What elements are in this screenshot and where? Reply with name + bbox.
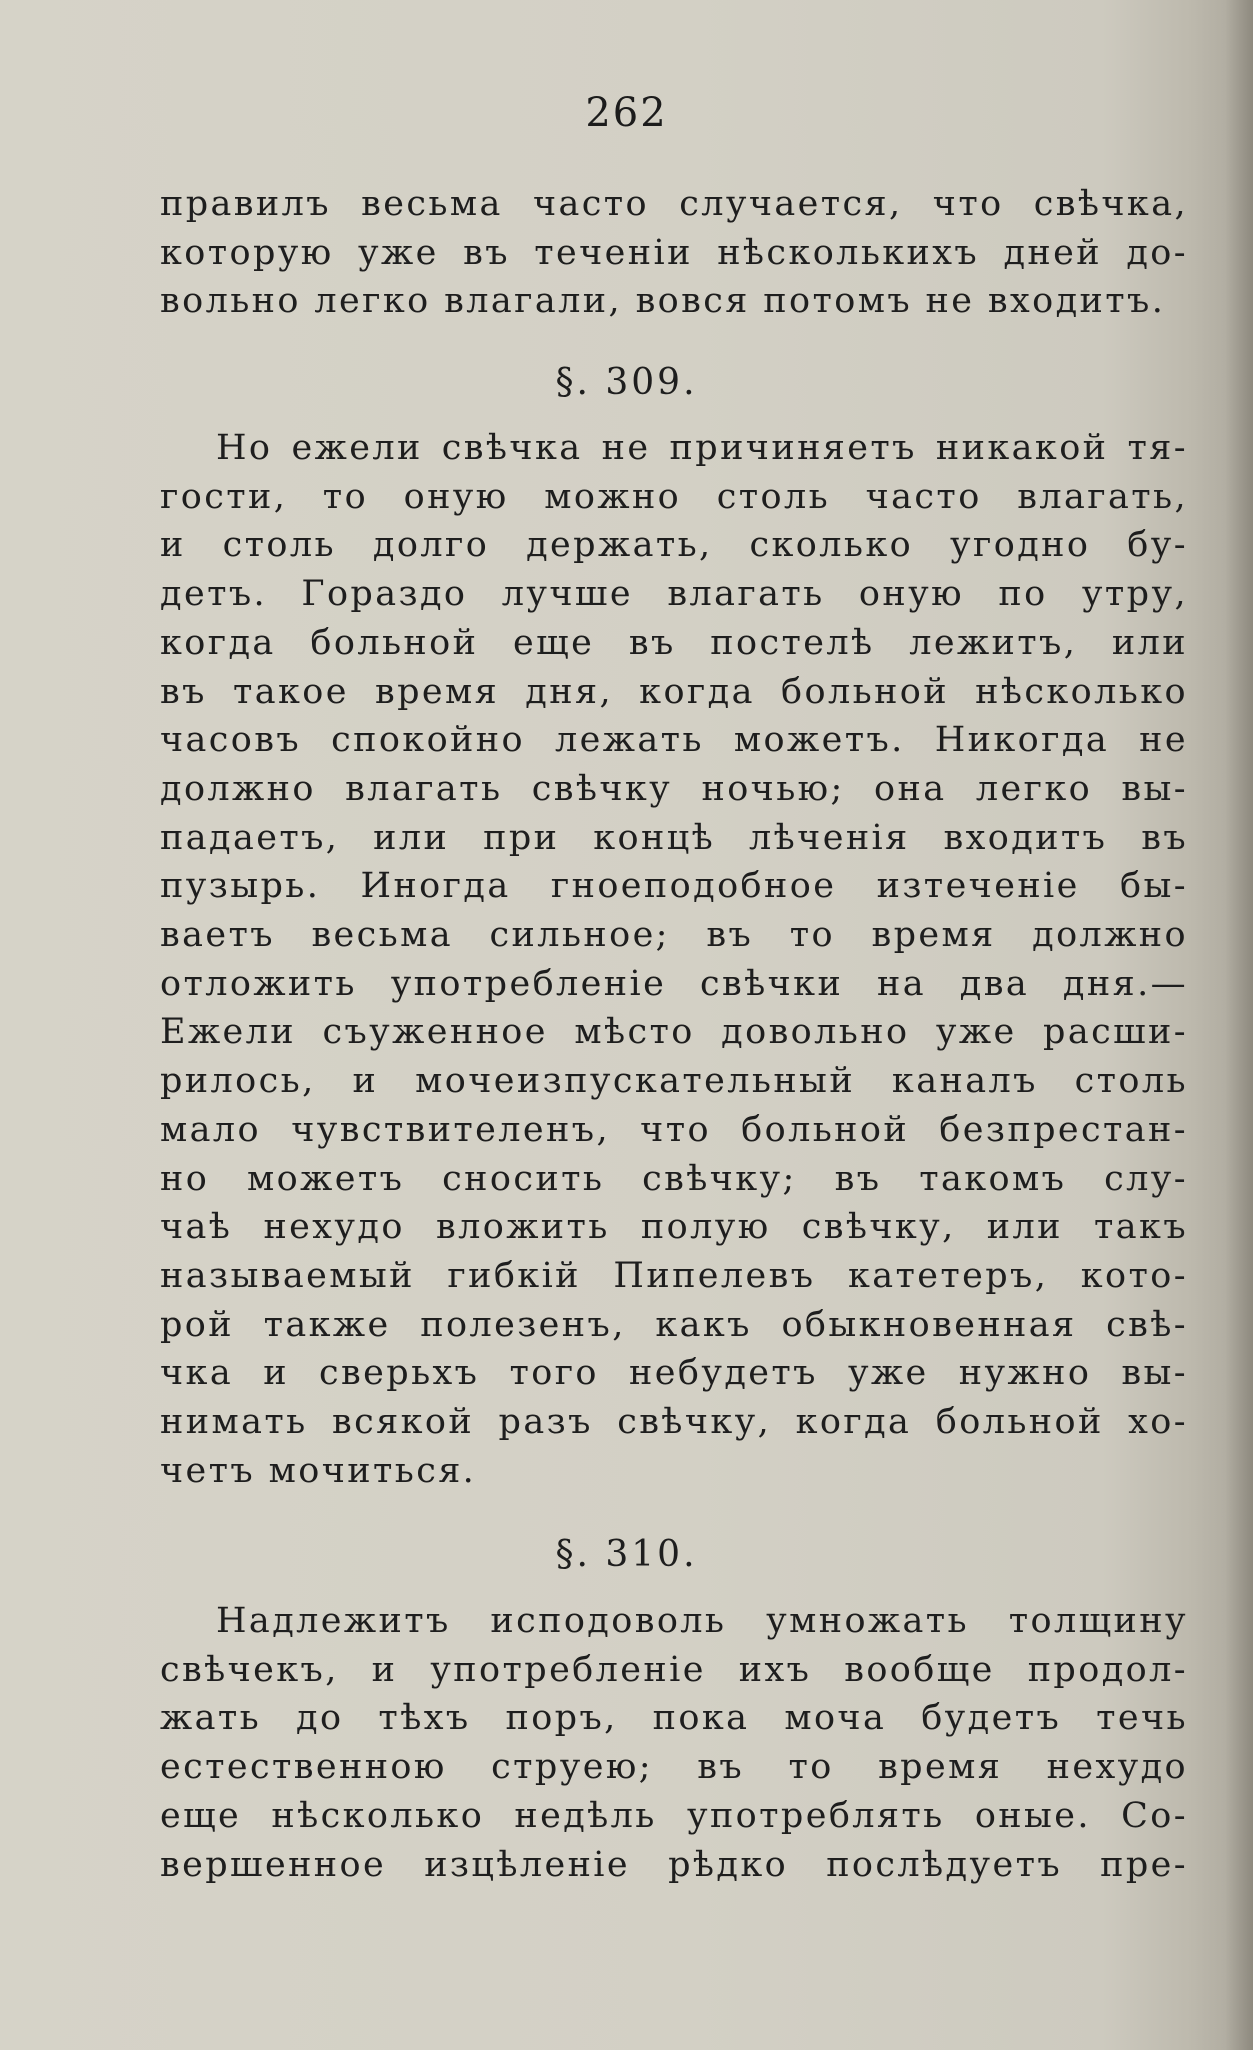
text-line: вершенное изцѣленіе рѣдко послѣдуетъ пре- <box>160 1844 1188 1885</box>
section-310-paragraph <box>160 1597 1188 1889</box>
intro-paragraph <box>160 180 1188 326</box>
text-line: чка и сверьхъ того небудетъ уже нужно вы- <box>160 1353 1188 1394</box>
text-line: Надлежитъ исподоволь умножать толщину <box>216 1601 1188 1641</box>
text-line: естественною струею; въ то время нехудо <box>160 1747 1188 1788</box>
text-line: рилось, и мочеизпускательный каналъ столь <box>160 1061 1188 1102</box>
section-309-paragraph <box>160 424 1188 1495</box>
text-line: Ежели съуженное мѣсто довольно уже расши- <box>160 1012 1188 1053</box>
text-line: жать до тѣхъ поръ, пока моча будетъ течь <box>160 1698 1188 1739</box>
section-heading-309: §. 309. <box>555 362 698 403</box>
text-line: и столь долго держать, сколько угодно бу- <box>160 525 1188 566</box>
text-line: рой также полезенъ, какъ обыкновенная свѣ- <box>160 1304 1188 1345</box>
text-line: въ такое время дня, когда больной нѣсколько <box>160 671 1188 712</box>
text-line: вольно легко влагали, вовся потомъ не входитъ. <box>160 281 1166 322</box>
text-line: должно влагать свѣчку ночью; она легко вы- <box>160 768 1188 809</box>
text-line: но можетъ сносить свѣчку; въ такомъ слу- <box>160 1158 1188 1199</box>
text-line: падаетъ, или при концѣ лѣченія входитъ въ <box>160 817 1188 858</box>
text-line: гости, то оную можно столь часто влагать, <box>160 476 1188 517</box>
text-line: называемый гибкій Пипелевъ катетеръ, кото- <box>160 1255 1188 1296</box>
text-line: детъ. Гораздо лучше влагать оную по утру, <box>160 574 1188 615</box>
section-heading-310: §. 310. <box>555 1534 698 1575</box>
text-line: которую уже въ теченіи нѣсколькихъ дней до- <box>160 232 1188 273</box>
text-line: отложить употребленіе свѣчки на два дня.— <box>160 963 1188 1004</box>
text-line: когда больной еще въ постелѣ лежитъ, или <box>160 622 1188 663</box>
text-line: ваетъ весьма сильное; въ то время должно <box>160 915 1188 956</box>
text-line: чаѣ нехудо вложить полую свѣчку, или такъ <box>160 1207 1188 1248</box>
text-line: четъ мочиться. <box>160 1450 477 1491</box>
text-line: свѣчекъ, и употребленіе ихъ вообще продол- <box>160 1649 1188 1690</box>
text-line: правилъ весьма часто случается, что свѣчка, <box>160 184 1188 224</box>
page-edge-shadow <box>1225 0 1253 2050</box>
text-line: часовъ спокойно лежать можетъ. Никогда не <box>160 720 1188 761</box>
text-line: мало чувствителенъ, что больной безпрестан- <box>160 1109 1188 1150</box>
text-line: пузырь. Иногда гноеподобное изтеченіе бы- <box>160 866 1188 907</box>
page-number: 262 <box>585 90 668 136</box>
text-line: Но ежели свѣчка не причиняетъ никакой тя- <box>216 428 1188 468</box>
text-line: нимать всякой разъ свѣчку, когда больной хо- <box>160 1402 1188 1443</box>
text-line: еще нѣсколько недѣль употреблять оные. Со- <box>160 1795 1188 1836</box>
